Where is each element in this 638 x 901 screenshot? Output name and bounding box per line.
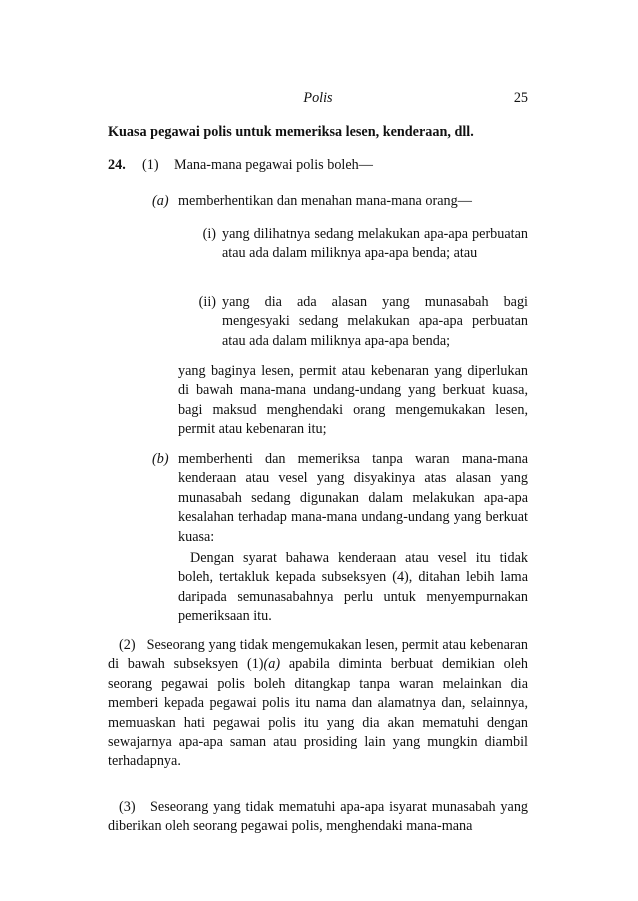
page-number: 25	[513, 90, 528, 106]
subparagraph-ii-text: yang dia ada alasan yang munasabah bagi mengesyaki sedang melakukan apa-apa perbuatan atau ada dalam miliknya apa-apa benda;	[222, 294, 528, 349]
subsection-1-label: (1)	[142, 157, 159, 173]
subsection-2-text-before: Seseorang yang tidak mengemukakan lesen, permit atau kebenaran di bawah subseksyen (1)	[108, 637, 528, 673]
page-header	[108, 89, 528, 109]
paragraph-b	[152, 450, 528, 547]
subsection-2-text-after: apabila diminta berbuat demikian oleh seorang pegawai polis boleh ditangkap tanpa waran melainkan dia memberi kepada pegawai polis itu nama dan alamatnya dan, selainnya, memuaskan hati pegawai polis itu yang dia akan mematuhi dengan sewajarnya apa-apa saman atau prosiding lain yang mungkin diambil terhadapnya.	[108, 656, 529, 770]
paragraph-a	[152, 192, 528, 211]
section-heading: Kuasa pegawai polis untuk memeriksa lesen, kenderaan, dll.	[108, 124, 474, 140]
paragraph-a-text: memberhentikan dan menahan mana-mana orang—	[178, 193, 472, 209]
subparagraph-i	[192, 225, 528, 264]
subsection-2	[108, 636, 528, 772]
paragraph-a-label: (a)	[152, 193, 169, 209]
paragraph-b-proviso: Dengan syarat bahawa kenderaan atau vesel itu tidak boleh, tertakluk kepada subseksyen (4), ditahan lebih lama daripada semunasabahnya perlu untuk menyempurnakan pemeriksaan itu.	[178, 550, 528, 625]
subsection-1-intro-text: Mana-mana pegawai polis boleh—	[174, 157, 373, 173]
section-number: 24.	[108, 157, 126, 173]
subsection-2-reference: (a)	[263, 656, 281, 673]
subparagraph-ii	[192, 293, 528, 351]
paragraph-b-label: (b)	[152, 451, 169, 467]
subsection-3-text: Seseorang yang tidak mematuhi apa-apa isyarat munasabah yang diberikan oleh seorang pegawai polis, menghendaki mana-mana	[108, 799, 529, 835]
running-title: Polis	[303, 90, 333, 106]
paragraph-a-closing: yang baginya lesen, permit atau kebenaran yang diperlukan di bawah mana-mana undang-undang yang berkuat kuasa, bagi maksud menghendaki orang mengemukakan lesen, permit atau kebenaran itu;	[178, 363, 528, 438]
paragraph-b-text: memberhenti dan memeriksa tanpa waran mana-mana kenderaan atau vesel yang disyakinya atas alasan yang munasabah sedang digunakan dalam melakukan apa-apa kesalahan terhadap mana-mana undang-undang yang berkuat kuasa:	[178, 451, 528, 545]
subsection-2-label: (2)	[119, 637, 136, 653]
subparagraph-ii-label: (ii)	[198, 294, 216, 310]
subsection-1-intro	[108, 156, 528, 175]
subparagraph-i-label: (i)	[202, 226, 216, 242]
subsection-3-label: (3)	[119, 799, 136, 815]
subparagraph-i-text: yang dilihatnya sedang melakukan apa-apa perbuatan atau ada dalam miliknya apa-apa benda; atau	[222, 226, 528, 262]
subsection-3	[108, 798, 528, 837]
